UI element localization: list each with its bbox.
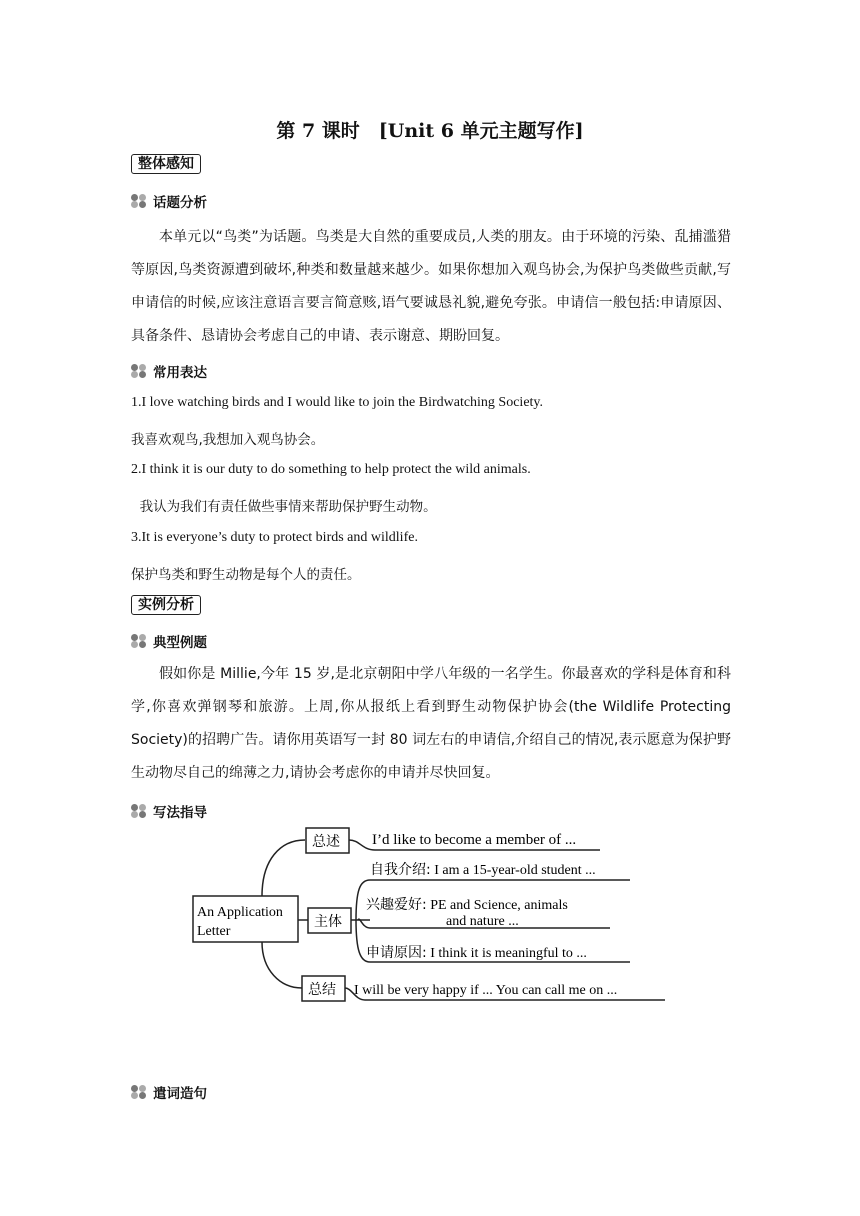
section-tag-example (131, 594, 201, 614)
section-tag-overview (131, 153, 201, 173)
bullet-dots-icon (131, 364, 147, 378)
subsection-compose-label: 遣词造句 (153, 1086, 207, 1102)
mindmap-intro-text: I’d like to become a member of ... (372, 832, 577, 848)
bullet-dots-icon (131, 634, 147, 648)
subsection-expressions-label: 常用表达 (153, 365, 207, 381)
subsection-topic (131, 191, 207, 211)
subsection-compose (131, 1082, 207, 1102)
mindmap-diagram (190, 820, 670, 1010)
expression-1-en: 1.I love watching birds and I would like to join the Birdwatching Society. (131, 395, 544, 410)
mindmap-body-item-1 (370, 862, 596, 878)
subsection-model-label: 典型例题 (153, 635, 207, 651)
expression-1-zh: 我喜欢观鸟,我想加入观鸟协会。 (131, 432, 325, 448)
mindmap-body-item-3-label: 申请原因: (366, 945, 427, 961)
subsection-expressions (131, 361, 207, 381)
expression-2-zh: 我认为我们有责任做些事情来帮助保护野生动物。 (131, 499, 437, 515)
mindmap-body-item-2-label: 兴趣爱好: (366, 897, 427, 913)
mindmap-intro-label: 总述 (312, 834, 340, 850)
mindmap-body-item-2-text: PE and Science, animals (430, 898, 568, 913)
model-paragraph: 假如你是 Millie,今年 15 岁,是北京朝阳中学八年级的一名学生。你最喜欢的学科是体育和科学,你喜欢弹钢琴和旅游。上周,你从报纸上看到野生动物保护协会(the Wildlife Protecting Society)的招聘广告。请你用英语写一封 80 词左右的申请信,介绍自己的情况,表示愿意为保护野生动物尽自己的绵薄之力,请协会考虑你的申请并尽快回复。 (131, 666, 731, 781)
bullet-dots-icon (131, 194, 147, 208)
expression-3-en: 3.It is everyone’s duty to protect birds and wildlife. (131, 530, 418, 545)
subsection-topic-label: 话题分析 (153, 195, 207, 211)
mindmap-body-item-2 (366, 896, 568, 913)
mindmap-body-item-3-text: I think it is meaningful to ... (430, 946, 587, 961)
mindmap-body-label: 主体 (314, 914, 342, 930)
mindmap-root-line1: An Application (197, 905, 283, 920)
mindmap-end-label: 总结 (308, 982, 336, 998)
mindmap-body-item-1-text: I am a 15-year-old student ... (434, 863, 596, 878)
mindmap-body-item-3 (366, 944, 587, 961)
subsection-model (131, 631, 207, 651)
mindmap-root-line2: Letter (197, 924, 231, 939)
bullet-dots-icon (131, 1085, 147, 1099)
mindmap-body-item-1-label: 自我介绍: (370, 862, 431, 878)
mindmap-end-text: I will be very happy if ... You can call me on ... (354, 983, 618, 998)
expression-3-zh: 保护鸟类和野生动物是每个人的责任。 (131, 567, 361, 583)
subsection-guide (131, 801, 207, 821)
section-tag-overview-label: 整体感知 (131, 154, 201, 174)
page-title: 第 7 课时 [Unit 6 单元主题写作] (276, 120, 584, 142)
section-tag-example-label: 实例分析 (131, 595, 201, 615)
mindmap-body-item-2-text2: and nature ... (446, 914, 519, 929)
expression-2-en: 2.I think it is our duty to do something to help protect the wild animals. (131, 462, 531, 477)
subsection-guide-label: 写法指导 (153, 805, 207, 821)
topic-paragraph: 本单元以“鸟类”为话题。鸟类是大自然的重要成员,人类的朋友。由于环境的污染、乱捕滥猎等原因,鸟类资源遭到破坏,种类和数量越来越少。如果你想加入观鸟协会,为保护鸟类做些贡献,写申请信的时候,应该注意语言要言简意赅,语气要诚恳礼貌,避免夸张。申请信一般包括:申请原因、具备条件、恳请协会考虑自己的申请、表示谢意、期盼回复。 (131, 229, 731, 344)
bullet-dots-icon (131, 804, 147, 818)
